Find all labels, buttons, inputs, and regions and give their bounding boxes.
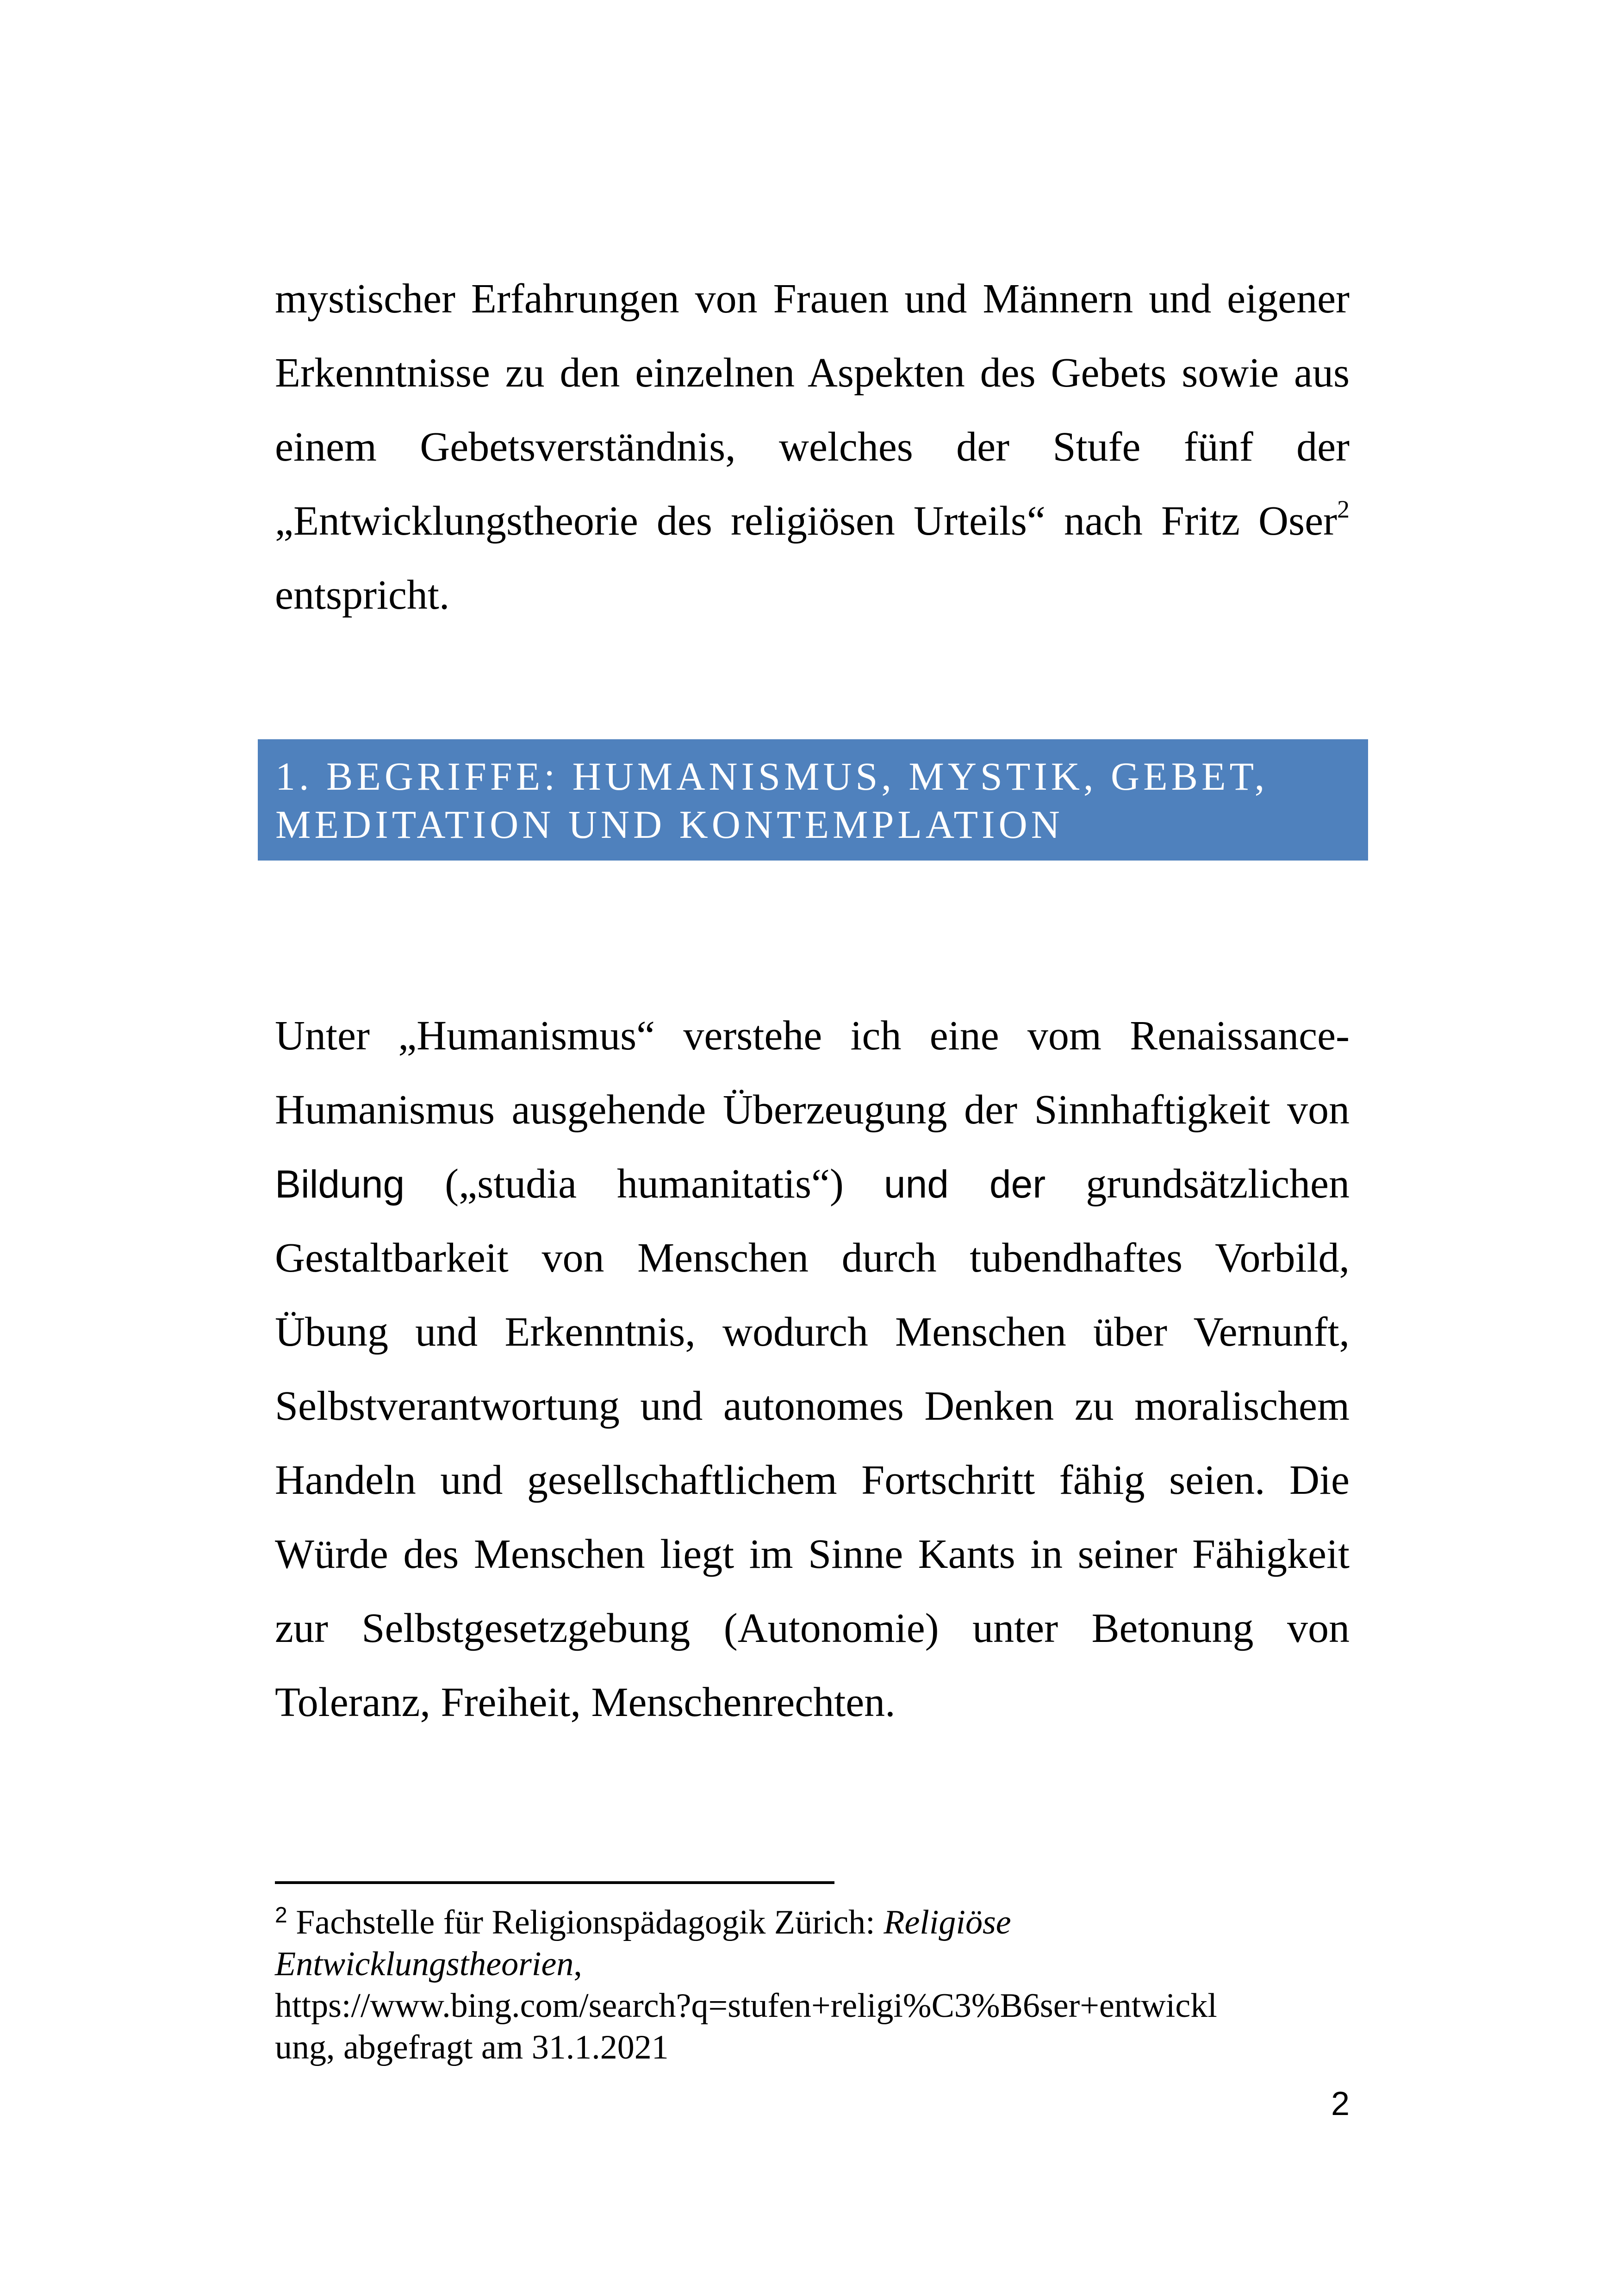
- body-line-8: Würde des Menschen liegt im Sinne Kants in seiner Fähigkeit: [275, 1531, 1350, 1577]
- body-line-3-part-3: und der: [884, 1162, 1046, 1206]
- footnote-line-2: [275, 1943, 1350, 1985]
- humanism-paragraph: [275, 999, 1350, 1740]
- footnote-title-part-2: Entwicklungstheorien: [275, 1945, 574, 1983]
- footnote-comma: ,: [573, 1945, 582, 1983]
- page-number: 2: [1331, 2085, 1350, 2122]
- body-line-3-part-1: Bildung: [275, 1162, 405, 1206]
- body-line-1: Unter „Humanismus“ verstehe ich eine vom Renaissance-: [275, 1013, 1350, 1059]
- section-heading-line-1: 1. BEGRIFFE: HUMANISMUS, MYSTIK, GEBET,: [275, 754, 1269, 799]
- body-line-7: Handeln und gesellschaftlichem Fortschritt fähig seien. Die: [275, 1457, 1350, 1503]
- intro-line-4-text: „Entwicklungstheorie des religiösen Urteils“ nach Fritz Oser: [275, 498, 1337, 544]
- body-line-6: Selbstverantwortung und autonomes Denken zu moralischem: [275, 1383, 1350, 1429]
- intro-paragraph: [275, 262, 1350, 632]
- footnote-title-part-1: Religiöse: [884, 1903, 1011, 1941]
- intro-line-2: Erkenntnisse zu den einzelnen Aspekten des Gebets sowie aus: [275, 350, 1350, 396]
- body-line-3-part-2: („studia humanitatis“): [404, 1161, 884, 1207]
- intro-line-1: mystischer Erfahrungen von Frauen und Männern und eigener: [275, 276, 1350, 322]
- footnote-separator: [275, 1881, 834, 1884]
- footnote-url[interactable]: https://www.bing.com/search?q=stufen+religi%C3%B6ser+entwickl: [275, 1987, 1217, 2025]
- section-heading-line-2: MEDITATION UND KONTEMPLATION: [275, 802, 1064, 847]
- footnote-number: 2: [275, 1903, 287, 1928]
- footnote-reference[interactable]: 2: [1337, 495, 1350, 523]
- body-line-5: Übung und Erkenntnis, wodurch Menschen über Vernunft,: [275, 1309, 1350, 1355]
- intro-line-4: [275, 484, 1350, 558]
- intro-line-5: entspricht.: [275, 572, 450, 618]
- intro-line-3: einem Gebetsverständnis, welches der Stufe fünf der: [275, 424, 1350, 470]
- body-line-4: Gestaltbarkeit von Menschen durch tubendhaftes Vorbild,: [275, 1235, 1350, 1281]
- body-line-2: Humanismus ausgehende Überzeugung der Sinnhaftigkeit von: [275, 1087, 1350, 1133]
- footnote: [275, 1902, 1350, 2068]
- body-line-3: [275, 1147, 1350, 1221]
- body-line-10: Toleranz, Freiheit, Menschenrechten.: [275, 1679, 896, 1725]
- footnote-line-1: [275, 1902, 1350, 1943]
- body-line-3-part-4: grundsätzlichen: [1045, 1161, 1350, 1207]
- footnote-line-4: ung, abgefragt am 31.1.2021: [275, 2028, 669, 2066]
- footnote-source: Fachstelle für Religionspädagogik Zürich:: [287, 1903, 884, 1941]
- section-heading: [258, 739, 1368, 861]
- body-line-9: zur Selbstgesetzgebung (Autonomie) unter Betonung von: [275, 1605, 1350, 1651]
